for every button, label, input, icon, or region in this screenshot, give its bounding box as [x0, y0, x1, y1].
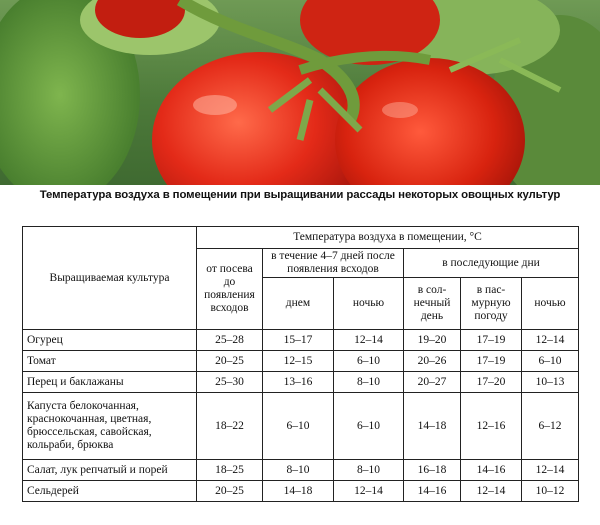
cell-value: 20–25 — [197, 481, 263, 502]
cell-value: 12–16 — [461, 393, 522, 460]
cell-value: 18–22 — [197, 393, 263, 460]
table-row — [23, 393, 579, 460]
cell-value: 15–17 — [263, 330, 334, 351]
cell-value: 12–14 — [334, 330, 404, 351]
row-culture-name: Капуста белокочанная, краснокочанная, цветная, брюссельская, савойская, кольраби, брюква — [23, 393, 197, 460]
cell-value: 10–12 — [522, 481, 579, 502]
cell-value: 12–14 — [522, 460, 579, 481]
header-day: днем — [263, 278, 334, 330]
header-room-temp: Температура воздуха в помещении, °С — [197, 227, 579, 249]
cell-value: 8–10 — [334, 460, 404, 481]
header-night: ночью — [334, 278, 404, 330]
table-caption: Температура воздуха в помещении при выращивании рассады некоторых овощных культур — [39, 189, 561, 201]
cell-value: 14–18 — [263, 481, 334, 502]
cell-value: 17–19 — [461, 330, 522, 351]
header-cloudy: в пас-мурную погоду — [461, 278, 522, 330]
row-culture-name: Сельдерей — [23, 481, 197, 502]
header-night-later: ночью — [522, 278, 579, 330]
cell-value: 12–14 — [522, 330, 579, 351]
cell-value: 8–10 — [334, 372, 404, 393]
header-first-days: в течение 4–7 дней после появления всходов — [263, 249, 404, 278]
cell-value: 12–15 — [263, 351, 334, 372]
header-later-days: в последующие дни — [404, 249, 579, 278]
cell-value: 16–18 — [404, 460, 461, 481]
row-culture-name: Томат — [23, 351, 197, 372]
cell-value: 12–14 — [461, 481, 522, 502]
cell-value: 25–28 — [197, 330, 263, 351]
table-row — [23, 372, 579, 393]
cell-value: 12–14 — [334, 481, 404, 502]
row-culture-name: Огурец — [23, 330, 197, 351]
cell-value: 14–16 — [461, 460, 522, 481]
cell-value: 6–12 — [522, 393, 579, 460]
temperature-table — [22, 226, 579, 502]
cell-value: 17–20 — [461, 372, 522, 393]
header-culture: Выращиваемая культура — [23, 227, 197, 330]
cell-value: 13–16 — [263, 372, 334, 393]
header-sunny-day: в сол-нечный день — [404, 278, 461, 330]
cell-value: 18–25 — [197, 460, 263, 481]
table-row — [23, 330, 579, 351]
cell-value: 6–10 — [334, 351, 404, 372]
header-before-sprouts: от посева до появления всходов — [197, 249, 263, 330]
cell-value: 19–20 — [404, 330, 461, 351]
cell-value: 6–10 — [263, 393, 334, 460]
row-culture-name: Перец и баклажаны — [23, 372, 197, 393]
cell-value: 14–18 — [404, 393, 461, 460]
cell-value: 20–25 — [197, 351, 263, 372]
tomato-photo — [0, 0, 600, 185]
table-row — [23, 481, 579, 502]
cell-value: 25–30 — [197, 372, 263, 393]
table-row — [23, 351, 579, 372]
cell-value: 20–26 — [404, 351, 461, 372]
cell-value: 20–27 — [404, 372, 461, 393]
table-row — [23, 460, 579, 481]
cell-value: 8–10 — [263, 460, 334, 481]
tomato-icon — [0, 0, 600, 185]
cell-value: 17–19 — [461, 351, 522, 372]
table-header-row — [23, 227, 579, 249]
row-culture-name: Салат, лук репчатый и порей — [23, 460, 197, 481]
cell-value: 6–10 — [334, 393, 404, 460]
cell-value: 14–16 — [404, 481, 461, 502]
cell-value: 6–10 — [522, 351, 579, 372]
cell-value: 10–13 — [522, 372, 579, 393]
